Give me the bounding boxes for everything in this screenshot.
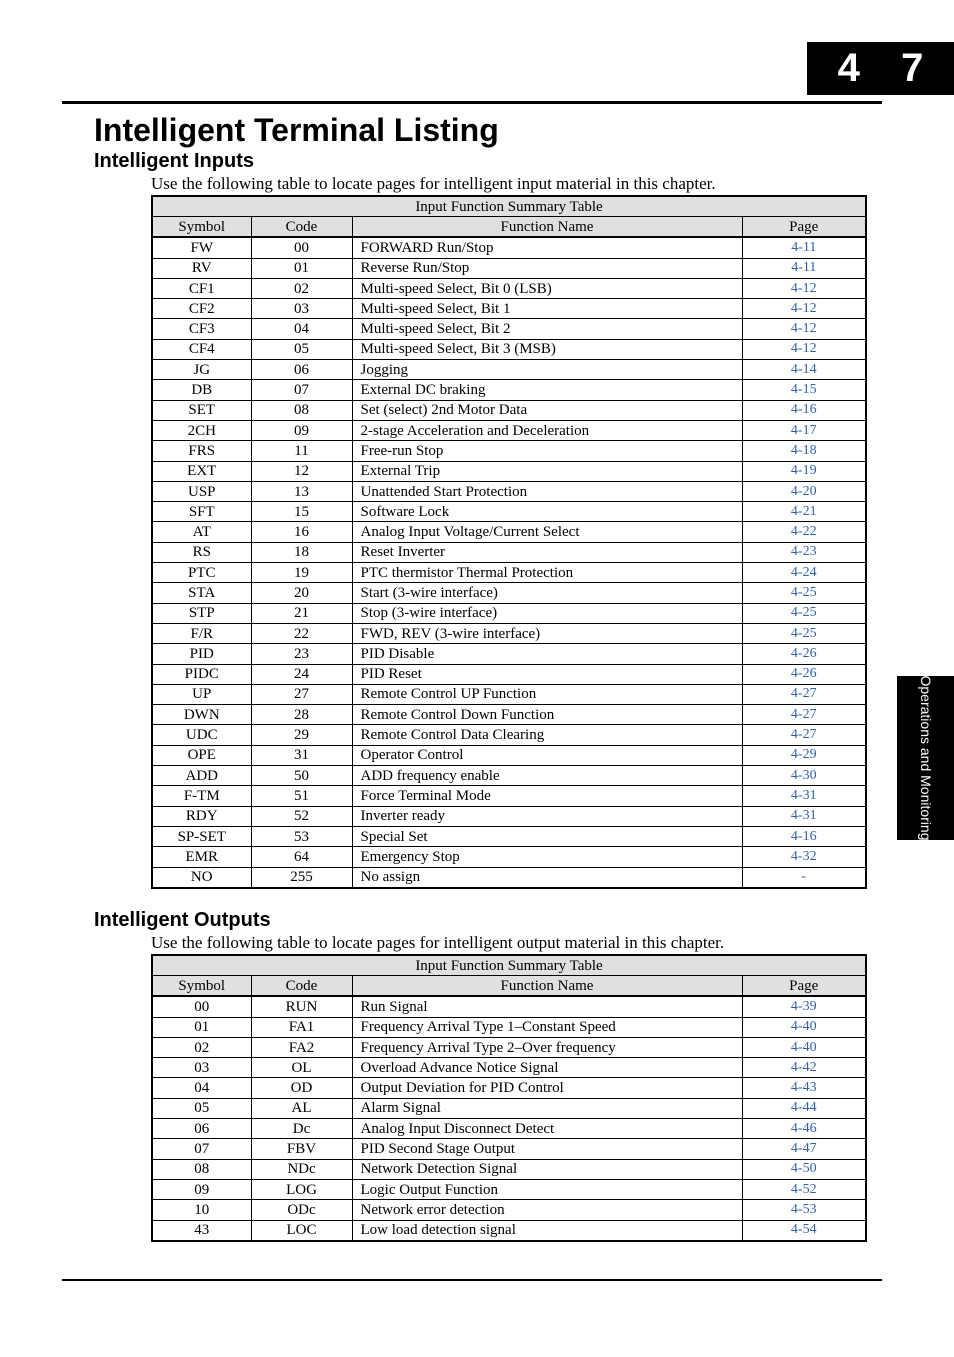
cell-symbol: UP — [152, 684, 251, 704]
cell-function-name: Network Detection Signal — [352, 1159, 742, 1179]
cell-function-name: Remote Control UP Function — [352, 684, 742, 704]
cell-page[interactable]: 4-52 — [742, 1179, 866, 1199]
cell-page[interactable]: - — [742, 867, 866, 888]
cell-page[interactable]: 4-40 — [742, 1017, 866, 1037]
column-header-symbol: Symbol — [152, 217, 251, 238]
cell-function-name: Unattended Start Protection — [352, 481, 742, 501]
cell-page[interactable]: 4-26 — [742, 644, 866, 664]
cell-page[interactable]: 4-12 — [742, 299, 866, 319]
cell-page[interactable]: 4-30 — [742, 766, 866, 786]
cell-code: FBV — [251, 1139, 352, 1159]
table-row — [152, 1200, 866, 1220]
cell-symbol: FRS — [152, 441, 251, 461]
cell-symbol: 00 — [152, 996, 251, 1017]
cell-symbol: STP — [152, 603, 251, 623]
table-row — [152, 542, 866, 562]
table-caption: Input Function Summary Table — [152, 196, 866, 217]
inputs-heading: Intelligent Inputs — [94, 150, 254, 172]
cell-function-name: Special Set — [352, 826, 742, 846]
cell-symbol: OPE — [152, 745, 251, 765]
cell-function-name: ADD frequency enable — [352, 766, 742, 786]
cell-code: 07 — [251, 380, 352, 400]
cell-function-name: PID Second Stage Output — [352, 1139, 742, 1159]
cell-code: 50 — [251, 766, 352, 786]
table-row — [152, 380, 866, 400]
cell-page[interactable]: 4-32 — [742, 847, 866, 867]
cell-code: 16 — [251, 522, 352, 542]
cell-code: 19 — [251, 563, 352, 583]
table-row — [152, 786, 866, 806]
cell-function-name: PID Disable — [352, 644, 742, 664]
cell-code: 15 — [251, 502, 352, 522]
cell-code: 04 — [251, 319, 352, 339]
cell-page[interactable]: 4-19 — [742, 461, 866, 481]
cell-page[interactable]: 4-50 — [742, 1159, 866, 1179]
cell-symbol: SFT — [152, 502, 251, 522]
cell-page[interactable]: 4-27 — [742, 684, 866, 704]
cell-code: 29 — [251, 725, 352, 745]
cell-code: 53 — [251, 826, 352, 846]
cell-page[interactable]: 4-31 — [742, 806, 866, 826]
column-header-page: Page — [742, 217, 866, 238]
column-header-function-name: Function Name — [352, 217, 742, 238]
cell-symbol: NO — [152, 867, 251, 888]
cell-code: LOC — [251, 1220, 352, 1241]
cell-symbol: 2CH — [152, 420, 251, 440]
cell-function-name: Set (select) 2nd Motor Data — [352, 400, 742, 420]
cell-function-name: Operator Control — [352, 745, 742, 765]
table-row — [152, 1098, 866, 1118]
cell-page[interactable]: 4-23 — [742, 542, 866, 562]
cell-function-name: Frequency Arrival Type 1–Constant Speed — [352, 1017, 742, 1037]
cell-page[interactable]: 4-27 — [742, 705, 866, 725]
bottom-rule — [62, 1279, 882, 1281]
table-row — [152, 623, 866, 643]
table-row — [152, 867, 866, 888]
cell-page[interactable]: 4-25 — [742, 603, 866, 623]
cell-symbol: 10 — [152, 1200, 251, 1220]
cell-page[interactable]: 4-42 — [742, 1058, 866, 1078]
cell-symbol: DB — [152, 380, 251, 400]
cell-function-name: 2-stage Acceleration and Deceleration — [352, 420, 742, 440]
cell-function-name: Remote Control Down Function — [352, 705, 742, 725]
cell-symbol: PTC — [152, 563, 251, 583]
cell-function-name: Jogging — [352, 360, 742, 380]
cell-page[interactable]: 4-39 — [742, 996, 866, 1017]
cell-function-name: Free-run Stop — [352, 441, 742, 461]
chapter-number: 4 — [837, 46, 860, 90]
cell-page[interactable]: 4-43 — [742, 1078, 866, 1098]
cell-function-name: Alarm Signal — [352, 1098, 742, 1118]
cell-function-name: PTC thermistor Thermal Protection — [352, 563, 742, 583]
cell-code: 20 — [251, 583, 352, 603]
cell-code: 31 — [251, 745, 352, 765]
cell-code: NDc — [251, 1159, 352, 1179]
cell-function-name: Inverter ready — [352, 806, 742, 826]
cell-symbol: 07 — [152, 1139, 251, 1159]
cell-symbol: 06 — [152, 1119, 251, 1139]
top-rule — [62, 101, 882, 104]
cell-code: 255 — [251, 867, 352, 888]
cell-page[interactable]: 4-40 — [742, 1037, 866, 1057]
cell-page[interactable]: 4-11 — [742, 258, 866, 278]
table-row — [152, 563, 866, 583]
cell-code: OL — [251, 1058, 352, 1078]
cell-symbol: CF4 — [152, 339, 251, 359]
table-row — [152, 360, 866, 380]
cell-function-name: Logic Output Function — [352, 1179, 742, 1199]
cell-code: 52 — [251, 806, 352, 826]
cell-symbol: RDY — [152, 806, 251, 826]
cell-function-name: Run Signal — [352, 996, 742, 1017]
cell-page[interactable]: 4-20 — [742, 481, 866, 501]
output-function-table — [151, 954, 867, 1242]
cell-symbol: 04 — [152, 1078, 251, 1098]
cell-symbol: CF3 — [152, 319, 251, 339]
cell-code: FA2 — [251, 1037, 352, 1057]
cell-function-name: Force Terminal Mode — [352, 786, 742, 806]
cell-function-name: Multi-speed Select, Bit 2 — [352, 319, 742, 339]
cell-symbol: AT — [152, 522, 251, 542]
input-function-table — [151, 195, 867, 889]
cell-code: 03 — [251, 299, 352, 319]
table-row — [152, 644, 866, 664]
cell-symbol: 03 — [152, 1058, 251, 1078]
cell-code: 01 — [251, 258, 352, 278]
cell-function-name: Emergency Stop — [352, 847, 742, 867]
cell-code: 09 — [251, 420, 352, 440]
column-header-function-name: Function Name — [352, 976, 742, 997]
cell-page[interactable]: 4-24 — [742, 563, 866, 583]
cell-symbol: 01 — [152, 1017, 251, 1037]
cell-function-name: Analog Input Voltage/Current Select — [352, 522, 742, 542]
cell-page[interactable]: 4-12 — [742, 319, 866, 339]
cell-page[interactable]: 4-22 — [742, 522, 866, 542]
inputs-intro: Use the following table to locate pages for intelligent input material in this chapter. — [151, 174, 716, 193]
cell-function-name: Multi-speed Select, Bit 0 (LSB) — [352, 278, 742, 298]
page-title: Intelligent Terminal Listing — [94, 112, 499, 148]
column-header-page: Page — [742, 976, 866, 997]
side-tab-label: Operations and Monitoring — [917, 675, 934, 841]
table-row — [152, 583, 866, 603]
cell-function-name: Network error detection — [352, 1200, 742, 1220]
cell-code: 23 — [251, 644, 352, 664]
chapter-side-tab — [897, 676, 954, 840]
cell-symbol: SP-SET — [152, 826, 251, 846]
table-row — [152, 1139, 866, 1159]
cell-symbol: PID — [152, 644, 251, 664]
cell-code: 06 — [251, 360, 352, 380]
table-row — [152, 1037, 866, 1057]
cell-code: 13 — [251, 481, 352, 501]
cell-code: 24 — [251, 664, 352, 684]
table-row — [152, 522, 866, 542]
cell-code: 28 — [251, 705, 352, 725]
table-row — [152, 400, 866, 420]
cell-function-name: FWD, REV (3-wire interface) — [352, 623, 742, 643]
cell-function-name: Software Lock — [352, 502, 742, 522]
table-row — [152, 319, 866, 339]
cell-symbol: STA — [152, 583, 251, 603]
table-row — [152, 1078, 866, 1098]
cell-function-name: FORWARD Run/Stop — [352, 237, 742, 258]
cell-page[interactable]: 4-47 — [742, 1139, 866, 1159]
cell-function-name: Analog Input Disconnect Detect — [352, 1119, 742, 1139]
table-row — [152, 664, 866, 684]
cell-code: OD — [251, 1078, 352, 1098]
cell-page[interactable]: 4-16 — [742, 826, 866, 846]
cell-function-name: Multi-speed Select, Bit 3 (MSB) — [352, 339, 742, 359]
cell-function-name: Output Deviation for PID Control — [352, 1078, 742, 1098]
cell-symbol: RS — [152, 542, 251, 562]
cell-symbol: CF1 — [152, 278, 251, 298]
table-row — [152, 1058, 866, 1078]
cell-page[interactable]: 4-44 — [742, 1098, 866, 1118]
cell-symbol: FW — [152, 237, 251, 258]
cell-function-name: Multi-speed Select, Bit 1 — [352, 299, 742, 319]
table-row — [152, 1119, 866, 1139]
cell-symbol: 09 — [152, 1179, 251, 1199]
cell-symbol: UDC — [152, 725, 251, 745]
cell-page[interactable]: 4-18 — [742, 441, 866, 461]
cell-code: 02 — [251, 278, 352, 298]
table-row — [152, 725, 866, 745]
cell-page[interactable]: 4-12 — [742, 339, 866, 359]
cell-code: 08 — [251, 400, 352, 420]
cell-page[interactable]: 4-46 — [742, 1119, 866, 1139]
cell-symbol: 05 — [152, 1098, 251, 1118]
cell-page[interactable]: 4-11 — [742, 237, 866, 258]
cell-symbol: USP — [152, 481, 251, 501]
table-row — [152, 1017, 866, 1037]
table-row — [152, 684, 866, 704]
cell-code: 18 — [251, 542, 352, 562]
table-row — [152, 441, 866, 461]
cell-code: 22 — [251, 623, 352, 643]
cell-function-name: PID Reset — [352, 664, 742, 684]
cell-function-name: Low load detection signal — [352, 1220, 742, 1241]
table-row — [152, 745, 866, 765]
cell-page[interactable]: 4-26 — [742, 664, 866, 684]
cell-code: Dc — [251, 1119, 352, 1139]
cell-function-name: External Trip — [352, 461, 742, 481]
column-header-code: Code — [251, 976, 352, 997]
table-row — [152, 705, 866, 725]
table-row — [152, 461, 866, 481]
page-number: 7 — [901, 46, 924, 90]
cell-function-name: External DC braking — [352, 380, 742, 400]
table-row — [152, 420, 866, 440]
cell-code: 05 — [251, 339, 352, 359]
table-row — [152, 258, 866, 278]
cell-code: 12 — [251, 461, 352, 481]
cell-page[interactable]: 4-29 — [742, 745, 866, 765]
cell-function-name: No assign — [352, 867, 742, 888]
cell-symbol: CF2 — [152, 299, 251, 319]
cell-symbol: EXT — [152, 461, 251, 481]
cell-page[interactable]: 4-16 — [742, 400, 866, 420]
cell-code: 11 — [251, 441, 352, 461]
table-row — [152, 1159, 866, 1179]
cell-function-name: Overload Advance Notice Signal — [352, 1058, 742, 1078]
cell-code: 27 — [251, 684, 352, 704]
cell-code: FA1 — [251, 1017, 352, 1037]
cell-symbol: EMR — [152, 847, 251, 867]
cell-code: ODc — [251, 1200, 352, 1220]
table-row — [152, 806, 866, 826]
outputs-intro: Use the following table to locate pages for intelligent output material in this chapter. — [151, 933, 725, 952]
cell-page[interactable]: 4-17 — [742, 420, 866, 440]
table-row — [152, 847, 866, 867]
cell-page[interactable]: 4-27 — [742, 725, 866, 745]
cell-code: 64 — [251, 847, 352, 867]
cell-code: LOG — [251, 1179, 352, 1199]
outputs-heading: Intelligent Outputs — [94, 909, 271, 931]
cell-symbol: SET — [152, 400, 251, 420]
cell-page[interactable]: 4-14 — [742, 360, 866, 380]
cell-page[interactable]: 4-12 — [742, 278, 866, 298]
cell-function-name: Stop (3-wire interface) — [352, 603, 742, 623]
table-row — [152, 481, 866, 501]
cell-function-name: Start (3-wire interface) — [352, 583, 742, 603]
table-row — [152, 502, 866, 522]
table-row — [152, 299, 866, 319]
cell-symbol: RV — [152, 258, 251, 278]
cell-symbol: 08 — [152, 1159, 251, 1179]
table-row — [152, 996, 866, 1017]
page-number-badge — [807, 42, 954, 95]
cell-function-name: Remote Control Data Clearing — [352, 725, 742, 745]
table-row — [152, 237, 866, 258]
cell-page[interactable]: 4-54 — [742, 1220, 866, 1241]
table-row — [152, 826, 866, 846]
cell-page[interactable]: 4-53 — [742, 1200, 866, 1220]
cell-page[interactable]: 4-31 — [742, 786, 866, 806]
cell-function-name: Reverse Run/Stop — [352, 258, 742, 278]
table-row — [152, 603, 866, 623]
table-row — [152, 1220, 866, 1241]
cell-symbol: DWN — [152, 705, 251, 725]
table-caption: Input Function Summary Table — [152, 955, 866, 976]
cell-page[interactable]: 4-25 — [742, 583, 866, 603]
cell-symbol: F/R — [152, 623, 251, 643]
cell-page[interactable]: 4-21 — [742, 502, 866, 522]
cell-symbol: 43 — [152, 1220, 251, 1241]
cell-code: 21 — [251, 603, 352, 623]
cell-code: RUN — [251, 996, 352, 1017]
column-header-code: Code — [251, 217, 352, 238]
cell-symbol: ADD — [152, 766, 251, 786]
cell-code: AL — [251, 1098, 352, 1118]
cell-page[interactable]: 4-15 — [742, 380, 866, 400]
table-row — [152, 1179, 866, 1199]
cell-function-name: Frequency Arrival Type 2–Over frequency — [352, 1037, 742, 1057]
table-row — [152, 339, 866, 359]
cell-function-name: Reset Inverter — [352, 542, 742, 562]
cell-symbol: 02 — [152, 1037, 251, 1057]
cell-code: 51 — [251, 786, 352, 806]
cell-page[interactable]: 4-25 — [742, 623, 866, 643]
table-row — [152, 278, 866, 298]
cell-symbol: JG — [152, 360, 251, 380]
table-row — [152, 766, 866, 786]
column-header-symbol: Symbol — [152, 976, 251, 997]
cell-symbol: F-TM — [152, 786, 251, 806]
cell-code: 00 — [251, 237, 352, 258]
cell-symbol: PIDC — [152, 664, 251, 684]
